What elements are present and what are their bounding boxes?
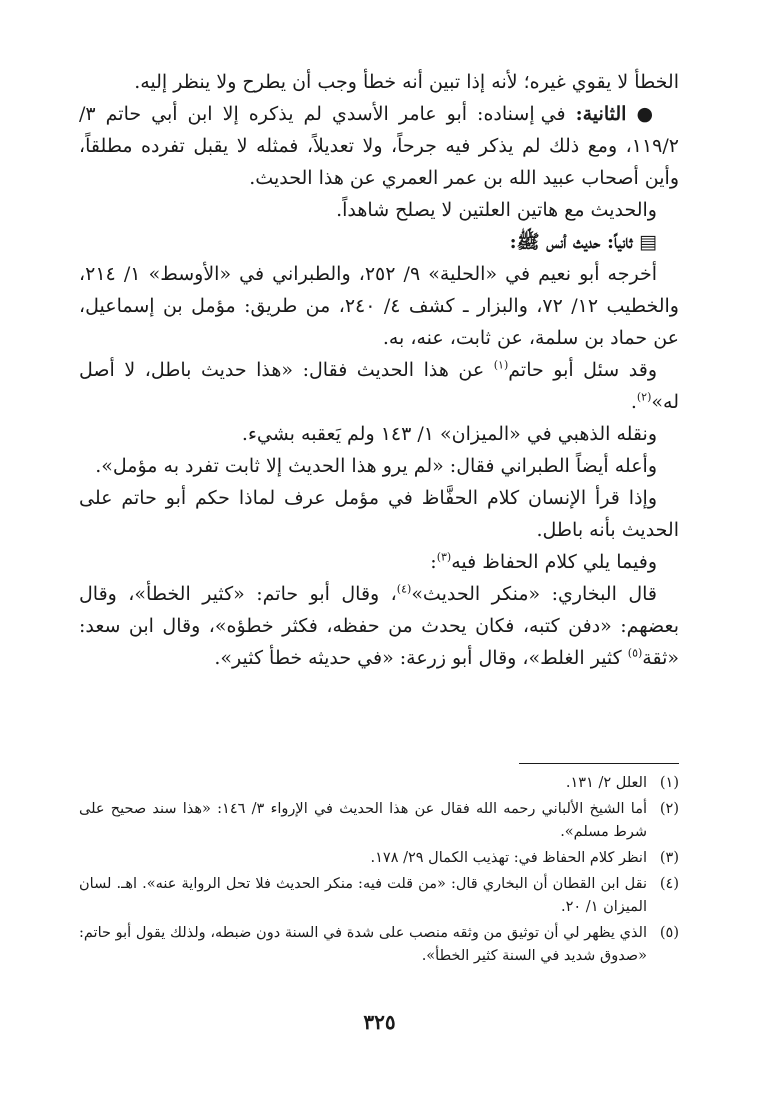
- footnote-ref-4[interactable]: (٤): [396, 582, 412, 596]
- footnote-ref-2[interactable]: (٢): [636, 390, 652, 404]
- footnote-item: [79, 847, 679, 870]
- second-text: في إسناده: أبو عامر الأسدي لم يذكره إلا ابن أبي حاتم ٣/ ١١٩/٢، ومع ذلك لم يذكر فيه جرحاً، ولا تعديلاً، فمثله لا يقبل تفرده مطلقاً، وأين أصحاب عبيد الله بن عمر العمري عن هذا الحديث.: [79, 103, 679, 189]
- paragraph-9: [79, 546, 679, 578]
- section-heading: [79, 226, 679, 258]
- footnote-ref-1[interactable]: (١): [493, 358, 509, 372]
- footnote-number: (٢): [659, 801, 679, 817]
- paragraph-5: [79, 354, 679, 418]
- bullet-icon: ●: [636, 103, 657, 125]
- footnote-text: الذي يظهر لي أن توثيق من وثقه منصب على شدة في السنة دون ضبطه، ولذلك يقول أبو حاتم: «صدوق شديد في السنة كثير الخطأ».: [79, 925, 647, 964]
- heading-label: ثانياً: حديث أنس: [546, 231, 633, 253]
- footnote-number: (١): [659, 775, 679, 791]
- footnote-text: نقل ابن القطان أن البخاري قال: «من قلت فيه: منكر الحديث فلا تحل الرواية عنه». اهـ. لسان الميزان ١/ ٢٠.: [79, 876, 647, 915]
- p5-text-b: عن هذا الحديث فقال: «هذا حديث باطل، لا أصل له»: [79, 359, 679, 413]
- honorific-glyph: ﷺ: [516, 231, 540, 253]
- footnote-number: (٥): [659, 925, 679, 941]
- footnote-item: [79, 772, 679, 795]
- p5-text-a: وقد سئل أبو حاتم: [508, 359, 657, 381]
- paragraph-6: ونقله الذهبي في «الميزان» ١/ ١٤٣ ولم يَعقبه بشيء.: [241, 423, 657, 445]
- p10-text-b: ، وقال أبو حاتم: «كثير الخطأ»، وقال بعضهم: «دفن كتبه، فكان يحدث من حفظه، فكثر خطؤه»، وقال ابن سعد: «ثقة: [79, 583, 679, 669]
- paragraph-second-defect: [79, 98, 679, 194]
- paragraph-8: وإذا قرأ الإنسان كلام الحفَّاظ في مؤمل عرف لماذا حكم أبو حاتم على الحديث بأنه باطل.: [79, 487, 679, 541]
- paragraph-4: أخرجه أبو نعيم في «الحلية» ٩/ ٢٥٢، والطبراني في «الأوسط» ١/ ٢١٤، والخطيب ١٢/ ٧٢، والبزار ـ كشف ٤/ ٢٤٠، من طريق: مؤمل بن إسماعيل، عن حماد بن سلمة، عن ثابت، عنه، به.: [79, 263, 679, 349]
- footnote-item: [79, 798, 679, 844]
- footnote-item: [79, 873, 679, 919]
- second-label: الثانية:: [575, 103, 627, 125]
- footnote-text: العلل ٢/ ١٣١.: [565, 775, 647, 791]
- heading-colon: :: [509, 231, 517, 253]
- paragraph-7: وأعله أيضاً الطبراني فقال: «لم يرو هذا الحديث إلا ثابت تفرد به مؤمل».: [95, 455, 657, 477]
- footnote-ref-5[interactable]: (٥): [627, 646, 643, 660]
- footnote-divider: [519, 763, 679, 764]
- footnotes: [79, 772, 679, 971]
- paragraph-10: [79, 578, 679, 674]
- p9-text-b: :: [430, 551, 437, 573]
- footnote-item: [79, 922, 679, 968]
- p10-text-c: كثير الغلط»، وقال أبو زرعة: «في حديثه خطأ كثير».: [214, 647, 628, 669]
- page-number: ٣٢٥: [363, 1010, 396, 1034]
- paragraph-3: والحديث مع هاتين العلتين لا يصلح شاهداً.: [336, 199, 657, 221]
- p10-text-a: قال البخاري: «منكر الحديث»: [411, 583, 657, 605]
- footnote-number: (٣): [659, 850, 679, 866]
- p5-text-c: .: [630, 391, 637, 413]
- heading-icon: ▤: [639, 231, 657, 253]
- paragraph-1: الخطأ لا يقوي غيره؛ لأنه إذا تبين أنه خطأ وجب أن يطرح ولا ينظر إليه.: [134, 71, 679, 93]
- main-text: [79, 66, 679, 674]
- footnote-text: انظر كلام الحفاظ في: تهذيب الكمال ٢٩/ ١٧٨.: [370, 850, 647, 866]
- footnote-number: (٤): [659, 876, 679, 892]
- footnote-text: أما الشيخ الألباني رحمه الله فقال عن هذا الحديث في الإرواء ٣/ ١٤٦: «هذا سند صحيح على شرط مسلم».: [79, 801, 648, 840]
- p9-text-a: وفيما يلي كلام الحفاظ فيه: [451, 551, 657, 573]
- footnote-ref-3[interactable]: (٣): [436, 550, 452, 564]
